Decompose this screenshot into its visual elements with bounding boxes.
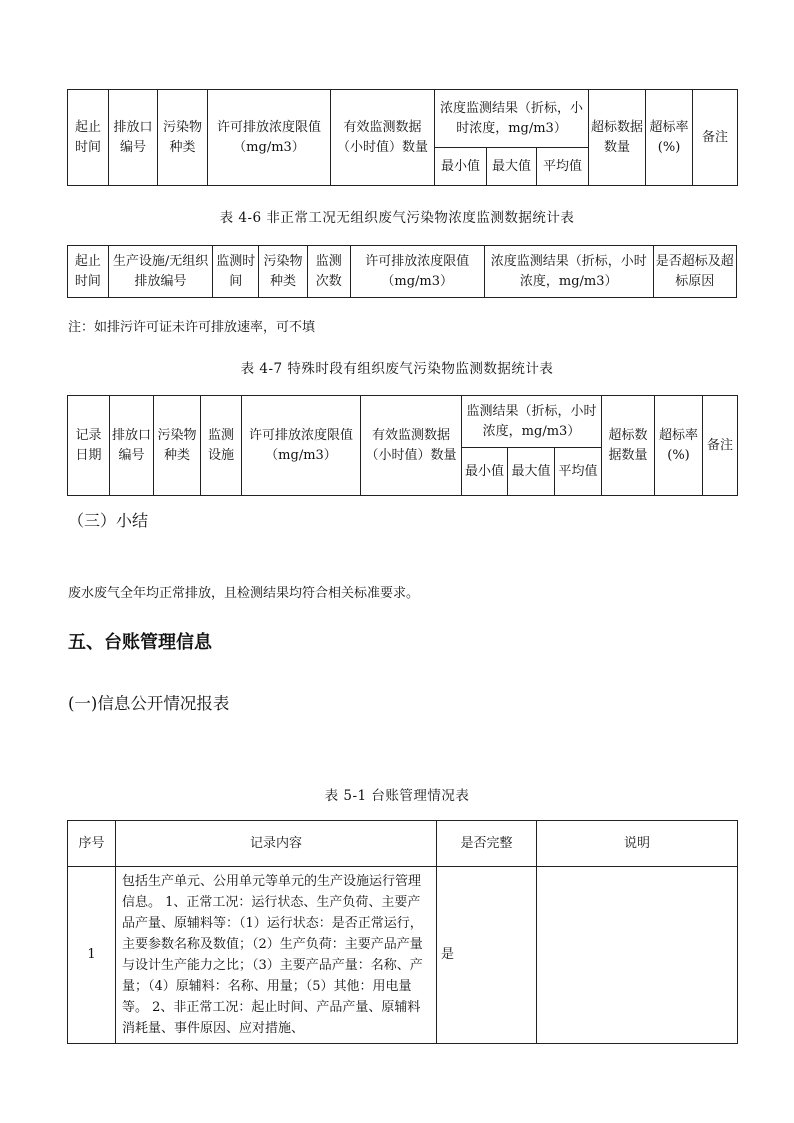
row-no: 1 [68,867,116,1044]
header-result: 监测结果（折标，小时浓度，mg/m3） [462,396,602,448]
header-start-time: 起止时间 [68,90,109,186]
header-monitor-time: 监测时间 [213,246,259,298]
header-outlet-no: 排放口编号 [110,396,154,496]
summary-heading: （三）小结 [68,511,149,530]
header-facility: 监测设施 [201,396,242,496]
header-exceed-rate: 超标率(%) [646,90,693,186]
header-limit: 许可排放浓度限值（mg/m3） [350,246,484,298]
header-content: 记录内容 [116,821,437,867]
section-5-subheading: (一)信息公开情况报表 [68,694,230,713]
header-pollutant: 污染物种类 [259,246,308,298]
header-note: 备注 [693,90,738,186]
header-start-time: 起止时间 [68,246,109,298]
header-exceed-count: 超标数据数量 [589,90,646,186]
header-pollutant: 污染物种类 [154,396,201,496]
header-avg: 平均值 [537,148,589,186]
summary-text: 废水废气全年均正常排放，且检测结果均符合相关标准要求。 [68,586,420,601]
header-min: 最小值 [462,448,508,496]
header-avg: 平均值 [555,448,602,496]
header-min: 最小值 [435,148,487,186]
header-facility: 生产设施/无组织排放编号 [108,246,213,298]
emission-monitoring-table [67,89,738,186]
header-exceed-count: 超标数据数量 [602,396,655,496]
row-desc [537,867,738,1044]
abnormal-fugitive-emission-table [67,245,737,298]
header-result: 浓度监测结果（折标，小时浓度，mg/m3） [435,90,589,148]
header-complete: 是否完整 [437,821,537,867]
header-note: 备注 [703,396,738,496]
header-max: 最大值 [508,448,555,496]
header-outlet-no: 排放口编号 [109,90,158,186]
header-pollutant: 污染物种类 [158,90,208,186]
table-4-7-caption: 表 4-7 特殊时段有组织废气污染物监测数据统计表 [240,361,554,377]
header-desc: 说明 [537,821,738,867]
special-period-emission-table [67,395,738,496]
table-4-6-caption: 表 4-6 非正常工况无组织废气污染物浓度监测数据统计表 [219,210,575,226]
header-limit: 许可排放浓度限值（mg/m3） [242,396,361,496]
header-limit: 许可排放浓度限值（mg/m3） [208,90,331,186]
header-max: 最大值 [487,148,537,186]
ledger-management-table [67,820,738,1044]
header-valid-data: 有效监测数据（小时值）数量 [331,90,435,186]
header-exceed: 是否超标及超标原因 [653,246,736,298]
header-record-date: 记录日期 [68,396,110,496]
note-text: 注：如排污许可证未许可排放速率，可不填 [68,320,316,335]
table-5-1-caption: 表 5-1 台账管理情况表 [324,788,470,804]
row-content: 包括生产单元、公用单元等单元的生产设施运行管理信息。 1、正常工况：运行状态、生产负荷、主要产品产量、原辅料等：（1）运行状态：是否正常运行，主要参数名称及数值；（2）生产负荷：主要产品产量与设计生产能力之比；（3）主要产品产量：名称、产量；（4）原辅料：名称、用量；（5）其他：用电量等。 2、非正常工况：起止时间、产品产量、原辅料消耗量、事件原因、应对措施、 [116,867,437,1044]
header-valid-data: 有效监测数据（小时值）数量 [361,396,462,496]
row-complete: 是 [437,867,537,1044]
header-count: 监测次数 [307,246,350,298]
section-5-heading: 五、台账管理信息 [68,632,212,653]
header-exceed-rate: 超标率(%) [655,396,703,496]
header-no: 序号 [68,821,116,867]
table-row [68,867,738,1044]
header-result: 浓度监测结果（折标，小时浓度，mg/m3） [484,246,653,298]
